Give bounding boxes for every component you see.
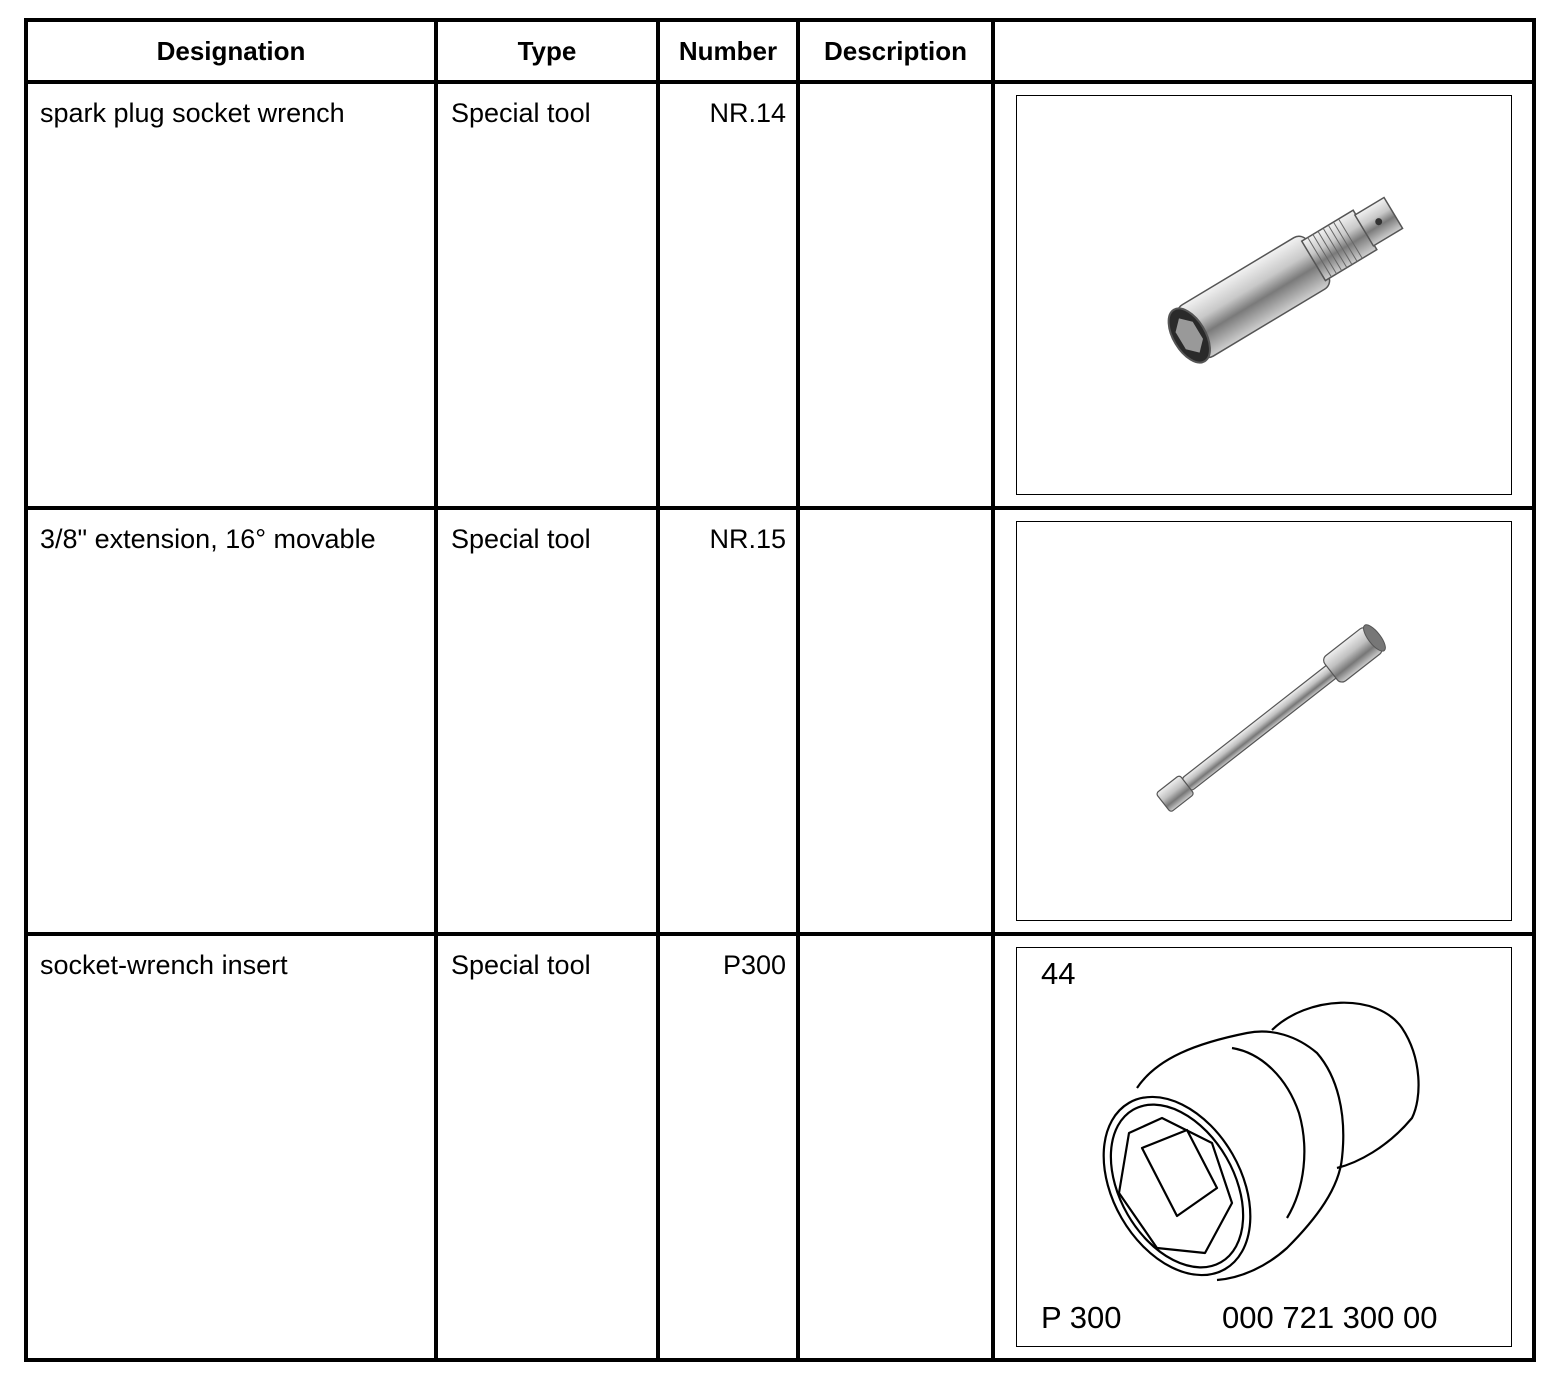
row3-image: [1016, 947, 1512, 1347]
row2-type: Special tool: [451, 524, 591, 554]
column-divider: [796, 22, 800, 1358]
header-description: Description: [823, 35, 968, 66]
row1-image: [1016, 95, 1512, 495]
row3-designation: socket-wrench insert: [40, 950, 288, 980]
column-divider: [656, 22, 660, 1358]
header-designation: Designation: [156, 35, 306, 66]
header-number: Number: [678, 35, 778, 66]
spark-plug-socket-icon: [1017, 96, 1513, 496]
row3-type: Special tool: [451, 950, 591, 980]
row1-type: Special tool: [451, 98, 591, 128]
image-label-bottom-left: P 300: [1041, 1300, 1122, 1335]
row-divider: [28, 506, 1532, 510]
extension-bar-icon: [1017, 522, 1513, 922]
row2-designation: 3/8" extension, 16° movable: [40, 524, 376, 554]
row-divider: [28, 80, 1532, 84]
image-label-top: 44: [1041, 956, 1076, 991]
header-type: Type: [517, 35, 577, 66]
tools-table: [24, 18, 1536, 1362]
hex-socket-insert-icon: [1017, 948, 1513, 1348]
row2-number: NR.15: [709, 524, 786, 554]
image-label-bottom-right: 000 721 300 00: [1222, 1300, 1438, 1335]
header-image: [995, 22, 1532, 80]
row2-image: [1016, 521, 1512, 921]
column-divider: [991, 22, 995, 1358]
row1-number: NR.14: [709, 98, 786, 128]
row-divider: [28, 932, 1532, 936]
row1-designation: spark plug socket wrench: [40, 98, 345, 128]
row3-number: P300: [722, 950, 786, 980]
column-divider: [434, 22, 438, 1358]
